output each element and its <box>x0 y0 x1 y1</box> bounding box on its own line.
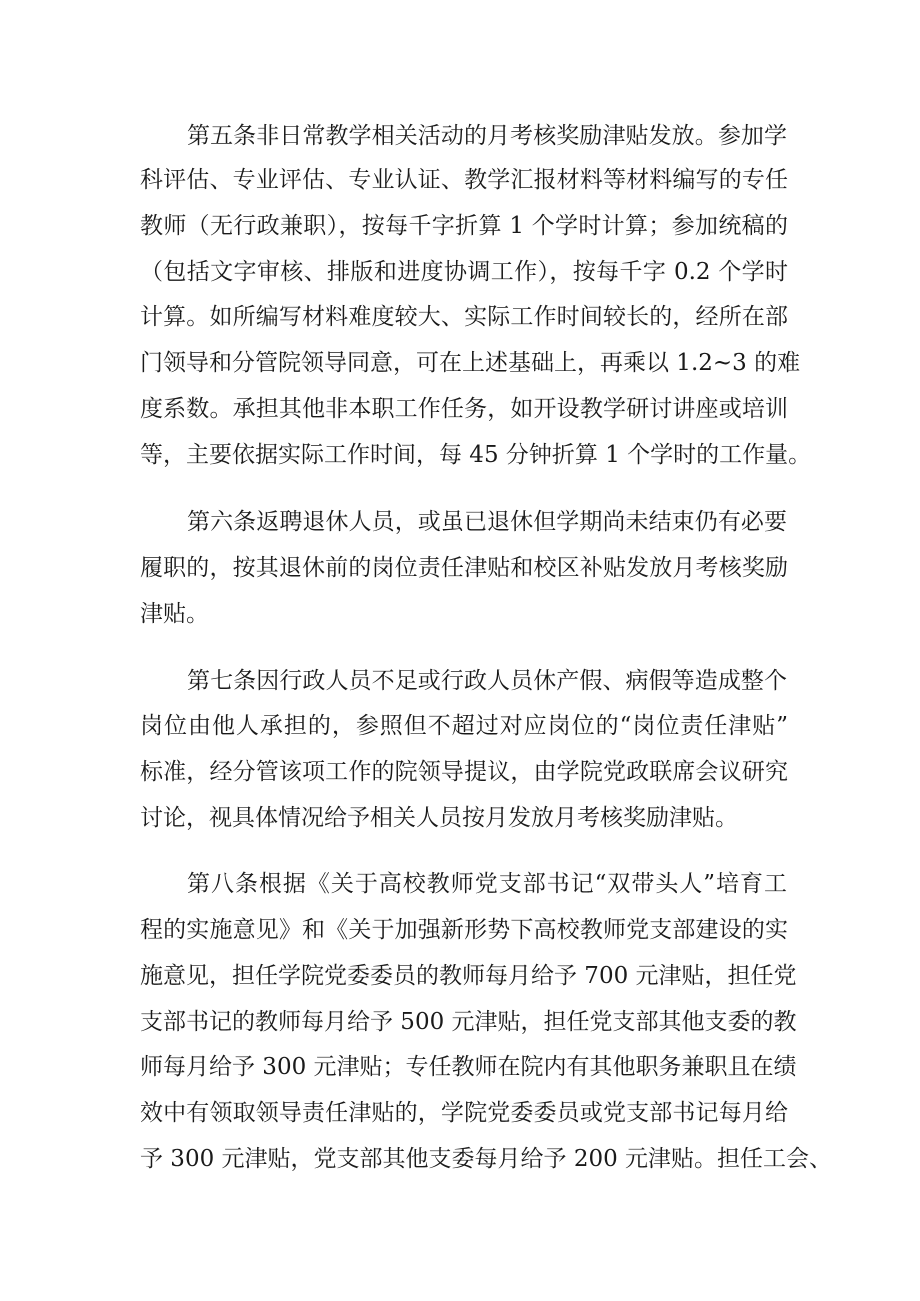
article-8-line: 第八条根据《关于高校教师党支部书记“双带头人”培育工 <box>187 871 787 897</box>
article-8-line: 程的实施意见》和《关于加强新形势下高校教师党支部建设的实 <box>140 917 788 943</box>
article-5-line: 计算。如所编写材料难度较大、实际工作时间较长的，经所在部 <box>140 304 788 330</box>
article-5-line: 科评估、专业评估、专业认证、教学汇报材料等材料编写的专任 <box>140 167 788 193</box>
article-5-line: 门领导和分管院领导同意，可在上述基础上，再乘以 1.2~3 的难 <box>140 350 801 376</box>
article-7-line: 标准，经分管该项工作的院领导提议，由学院党政联席会议研究 <box>140 759 788 785</box>
article-8-line: 施意见，担任学院党委委员的教师每月给予 700 元津贴，担任党 <box>140 963 797 989</box>
article-6-line: 第六条返聘退休人员，或虽已退休但学期尚未结束仍有必要 <box>187 509 787 535</box>
article-5-line: 度系数。承担其他非本职工作任务，如开设教学研讨讲座或培训 <box>140 396 788 422</box>
article-7-line: 讨论，视具体情况给予相关人员按月发放月考核奖励津贴。 <box>140 805 738 831</box>
article-5-line: （包括文字审核、排版和进度协调工作），按每千字 0.2 个学时 <box>140 259 788 285</box>
article-7-line: 岗位由他人承担的，参照但不超过对应岗位的“岗位责任津贴” <box>140 713 788 739</box>
article-8-line: 支部书记的教师每月给予 500 元津贴，担任党支部其他支委的教 <box>140 1009 797 1035</box>
article-5-line: 教师（无行政兼职），按每千字折算 1 个学时计算；参加统稿的 <box>140 213 788 239</box>
article-5-line: 等，主要依据实际工作时间，每 45 分钟折算 1 个学时的工作量。 <box>140 442 812 468</box>
article-8-line: 效中有领取领导责任津贴的，学院党委委员或党支部书记每月给 <box>140 1100 788 1126</box>
article-6-line: 津贴。 <box>140 601 209 627</box>
article-5-line: 第五条非日常教学相关活动的月考核奖励津贴发放。参加学 <box>187 123 787 149</box>
article-8-line: 师每月给予 300 元津贴；专任教师在院内有其他职务兼职且在绩 <box>140 1054 797 1080</box>
article-6-line: 履职的，按其退休前的岗位责任津贴和校区补贴发放月考核奖励 <box>140 555 788 581</box>
article-8-line: 予 300 元津贴，党支部其他支委每月给予 200 元津贴。担任工会、 <box>140 1146 833 1172</box>
article-7-line: 第七条因行政人员不足或行政人员休产假、病假等造成整个 <box>187 668 787 694</box>
